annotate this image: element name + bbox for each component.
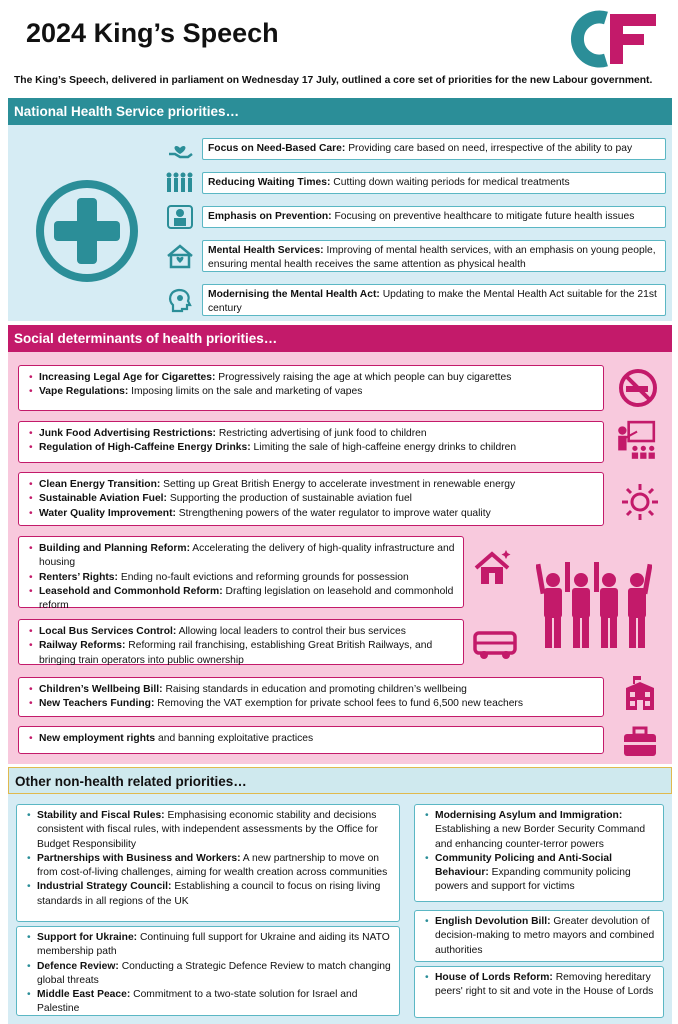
item-text: Supporting the production of sustainable aviation fuel [166,493,412,505]
item-text: Conducting a Strategic Defence Review to match changing global threats [37,960,391,986]
item-title: Reducing Waiting Times: [208,177,331,188]
list-item [29,639,455,668]
item-text: Progressively raising the age at which people can buy cigarettes [215,372,512,383]
item-title: Renters’ Rights: [39,571,118,583]
item-title: Support for Ukraine: [37,932,138,943]
school-icon [620,674,660,714]
item-text: Cutting down waiting periods for medical treatments [330,177,570,188]
sun-icon [620,482,660,522]
page-title: 2024 King’s Speech [26,18,279,48]
item-text: Accelerating the delivery of high-quality infrastructure and housing [39,543,455,569]
list-item [425,809,655,852]
item-title: House of Lords Reform: [435,972,553,983]
list-item [27,809,391,852]
item-text: Reforming rail franchising, establishing Great British Railways, and bringing train operators into public ownership [39,640,433,666]
item-text: Providing care based on need, irrespective of the ability to pay [345,143,633,154]
teacher-board-icon [614,420,658,462]
nhs-priority [208,143,632,154]
item-text: Setting up Great British Energy to accelerate investment in renewable energy [160,479,516,490]
briefcase-icon [620,722,660,762]
item-text: Greater devolution of decision-making to metro mayors and combined authorities [435,916,655,956]
item-text: Limiting the sale of high-caffeine energy drinks to children [250,442,517,454]
item-text: Restricting advertising of junk food to children [215,428,427,439]
nhs-priority [208,177,570,188]
social-priority-group [18,619,464,665]
item-title: Partnerships with Business and Workers: [37,852,241,864]
item-title: Children’s Wellbeing Bill: [39,684,163,695]
list-item [29,492,595,506]
nhs-priority-box [202,172,666,194]
list-item [29,385,595,399]
nhs-priority [208,211,634,222]
nhs-priority-box [202,206,666,228]
item-title: Leasehold and Commonhold Reform: [39,585,223,597]
item-title: Increasing Legal Age for Cigarettes: [39,372,216,383]
item-text: Focusing on preventive healthcare to mitigate future health issues [331,211,635,222]
list-item [29,542,455,571]
bus-icon [472,624,518,664]
social-priority-group [18,421,604,463]
item-title: Defence Review: [37,960,119,972]
item-text: Establishing a council to focus on rising living standards in all regions of the UK [37,881,381,907]
social-priority-group [18,536,464,612]
item-title: Emphasis on Prevention: [208,211,332,222]
item-title: New employment rights [39,733,156,744]
item-title: Clean Energy Transition: [39,479,161,490]
item-text: Drafting legislation on leasehold and commonhold reform [39,585,454,612]
item-title: Industrial Strategy Council: [37,881,172,893]
item-title: Building and Planning Reform: [39,543,191,554]
list-item [27,880,391,909]
list-item [29,697,595,711]
social-priority-group [18,726,604,754]
item-title: Modernising Asylum and Immigration: [435,810,623,821]
item-text: Expanding community policing powers and support for victims [435,867,631,893]
item-text: Removing the VAT exemption for private school fees to fund 6,500 new teachers [154,698,523,710]
people-queue-icon [165,170,195,196]
other-heading: Other non-health related priorities… [8,767,672,794]
item-text: Continuing full support for Ukraine and aiding its NATO membership path [37,932,390,958]
item-text: Removing hereditary peers' right to sit and vote in the House of Lords [435,972,654,998]
nhs-priority-box [202,284,666,316]
item-title: New Teachers Funding: [39,698,155,710]
list-item [27,852,391,881]
other-left-bottom-box [16,926,400,1016]
item-title: Local Bus Services Control: [39,626,177,637]
list-item [27,988,391,1017]
nhs-priority [208,289,657,314]
no-smoking-icon [618,368,658,408]
medical-cross-icon [32,176,142,286]
list-item [425,915,655,958]
item-text: Improving of mental health services, with an emphasis on young people, ensuring mental health receives the same attention as physical health [208,245,656,270]
item-text: Allowing local leaders to control their bus services [176,626,406,637]
new-house-icon [472,548,512,588]
social-priority-group [18,365,604,411]
item-title: Railway Reforms: [39,640,126,652]
list-item [425,852,655,895]
other-left-top-box [16,804,400,922]
hand-heart-icon [165,136,195,162]
item-text: and banning exploitative practices [155,733,314,744]
list-item [27,960,391,989]
item-text: Ending no-fault evictions and reforming grounds for possession [117,571,409,583]
item-text: A new partnership to move on from cost-of-living challenges, aiming for wealth creation across communities [37,852,388,879]
item-text: Emphasising economic stability and decisions consistent with fiscal rules, with independent assessments by the Office for Budget Responsibility [37,810,378,850]
cf-logo [566,10,664,68]
house-heart-icon [165,243,195,269]
social-priority-group [18,677,604,717]
list-item [29,683,595,697]
list-item [29,427,595,441]
list-item [29,585,455,614]
list-item [425,971,655,1000]
nhs-priority-box [202,240,666,272]
prevention-icon [165,204,195,230]
other-right-box-3 [414,966,664,1018]
other-right-box-2 [414,910,664,962]
item-title: Vape Regulations: [39,386,129,398]
nhs-priority-box [202,138,666,160]
list-item [29,625,455,639]
head-mind-icon [165,287,195,313]
item-text: Establishing a new Border Security Command and enhancing counter-terror powers [435,824,646,850]
nhs-priority [208,245,656,270]
item-title: Community Policing and Anti-Social Behaviour: [435,852,612,879]
other-right-box-1 [414,804,664,902]
item-title: Modernising the Mental Health Act: [208,289,380,300]
item-text: Commitment to a two-state solution for Israel and Palestine [37,989,358,1015]
list-item [29,507,595,521]
intro-text: The King’s Speech, delivered in parliament on Wednesday 17 July, outlined a core set of priorities for the new Labour government. [14,75,653,86]
item-title: Regulation of High-Caffeine Energy Drinks: [39,442,251,454]
item-text: Raising standards in education and promoting children’s wellbeing [162,684,467,695]
item-title: Junk Food Advertising Restrictions: [39,428,216,439]
social-priority-group [18,472,604,526]
item-title: Sustainable Aviation Fuel: [39,493,167,505]
item-title: Mental Health Services: [208,245,324,256]
list-item [29,441,595,455]
list-item [27,931,391,960]
list-item [29,732,595,746]
nhs-heading: National Health Service priorities… [8,98,672,125]
list-item [29,478,595,492]
item-text: Imposing limits on the sale and marketing of vapes [128,386,363,398]
item-text: Strengthening powers of the water regulator to improve water quality [175,507,491,519]
item-title: Water Quality Improvement: [39,507,176,519]
social-heading: Social determinants of health priorities… [8,325,672,352]
list-item [29,371,595,385]
list-item [29,571,455,585]
item-title: English Devolution Bill: [435,916,551,927]
item-text: Updating to make the Mental Health Act suitable for the 21st century [208,289,657,314]
item-title: Middle East Peace: [37,989,131,1001]
people-celebrating-icon [536,562,652,650]
item-title: Focus on Need-Based Care: [208,143,346,154]
item-title: Stability and Fiscal Rules: [37,810,165,821]
